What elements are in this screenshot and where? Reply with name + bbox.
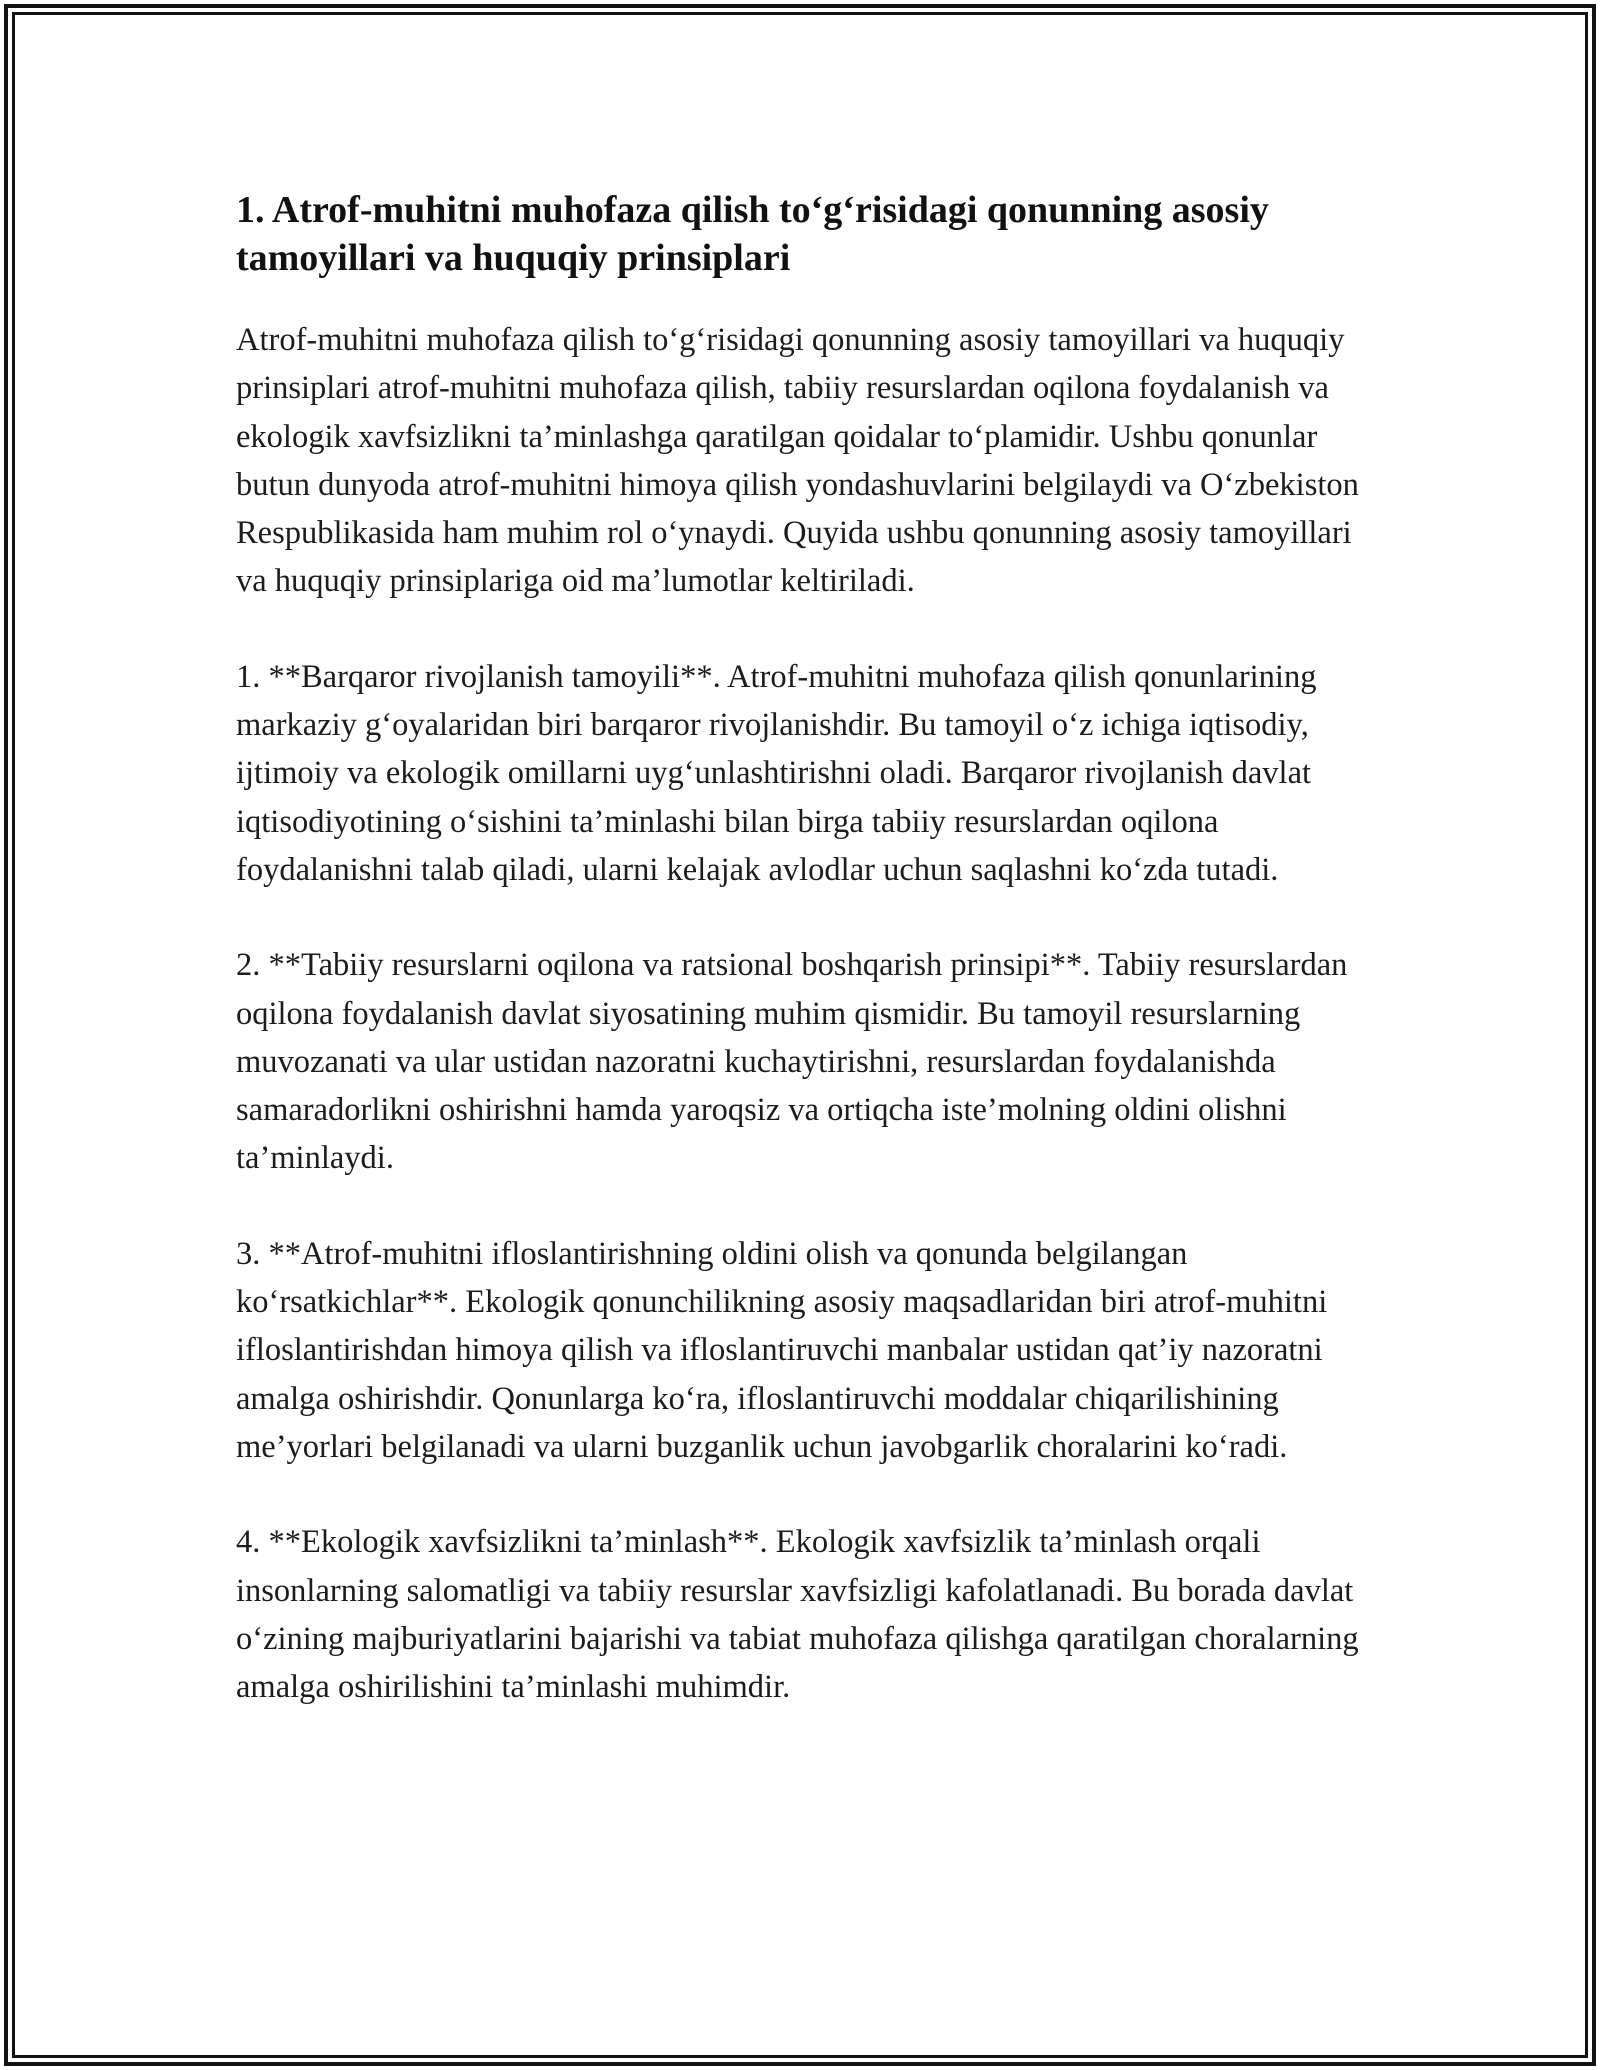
document-body [236, 186, 1376, 1758]
principle-4-paragraph: 4. **Ekologik xavfsizlikni ta’minlash**. Ekologik xavfsizlik ta’minlash orqali insonlarning salomatligi va tabiiy resurslar xavfsizligi kafolatlanadi. Bu borada davlat o‘zining majburiyatlarini bajarishi va tabiat muhofaza qilishga qaratilgan choralarning amalga oshirilishini ta’minlashi muhimdir. [236, 1524, 1359, 1706]
principle-1-paragraph: 1. **Barqaror rivojlanish tamoyili**. Atrof-muhitni muhofaza qilish qonunlarining markaziy g‘oyalaridan biri barqaror rivojlanishdir. Bu tamoyil o‘z ichiga iqtisodiy, ijtimoiy va ekologik omillarni uyg‘unlashtirishni oladi. Barqaror rivojlanish davlat iqtisodiyotining o‘sishini ta’minlashi bilan birga tabiiy resurslardan oqilona foydalanishni talab qiladi, ularni kelajak avlodlar uchun saqlashni ko‘zda tutadi. [236, 658, 1317, 888]
principle-3-paragraph: 3. **Atrof-muhitni ifloslantirishning oldini olish va qonunda belgilangan ko‘rsatkichlar**. Ekologik qonunchilikning asosiy maqsadlaridan biri atrof-muhitni ifloslantirishdan himoya qilish va ifloslantiruvchi manbalar ustidan qat’iy nazoratni amalga oshirishdir. Qonunlarga ko‘ra, ifloslantiruvchi moddalar chiqarilishining me’yorlari belgilanadi va ularni buzganlik uchun javobgarlik choralarini ko‘radi. [236, 1235, 1328, 1465]
intro-paragraph: Atrof-muhitni muhofaza qilish to‘g‘risidagi qonunning asosiy tamoyillari va huquqiy prinsiplari atrof-muhitni muhofaza qilish, tabiiy resurslardan oqilona foydalanish va ekologik xavfsizlikni ta’minlashga qaratilgan qoidalar to‘plamidir. Ushbu qonunlar butun dunyoda atrof-muhitni himoya qilish yondashuvlarini belgilaydi va O‘zbekiston Respublikasida ham muhim rol o‘ynaydi. Quyida ushbu qonunning asosiy tamoyillari va huquqiy prinsiplariga oid ma’lumotlar keltiriladi. [236, 322, 1359, 600]
principle-2-paragraph: 2. **Tabiiy resurslarni oqilona va ratsional boshqarish prinsipi**. Tabiiy resurslardan oqilona foydalanish davlat siyosatining muhim qismidir. Bu tamoyil resurslarning muvozanati va ular ustidan nazoratni kuchaytirishni, resurslardan foydalanishda samaradorlikni oshirishni hamda yaroqsiz va ortiqcha iste’molning oldini olishni ta’minlaydi. [236, 947, 1348, 1177]
section-heading: 1. Atrof-muhitni muhofaza qilish to‘g‘risidagi qonunning asosiy tamoyillari va huquqiy prinsiplari [236, 189, 1269, 279]
